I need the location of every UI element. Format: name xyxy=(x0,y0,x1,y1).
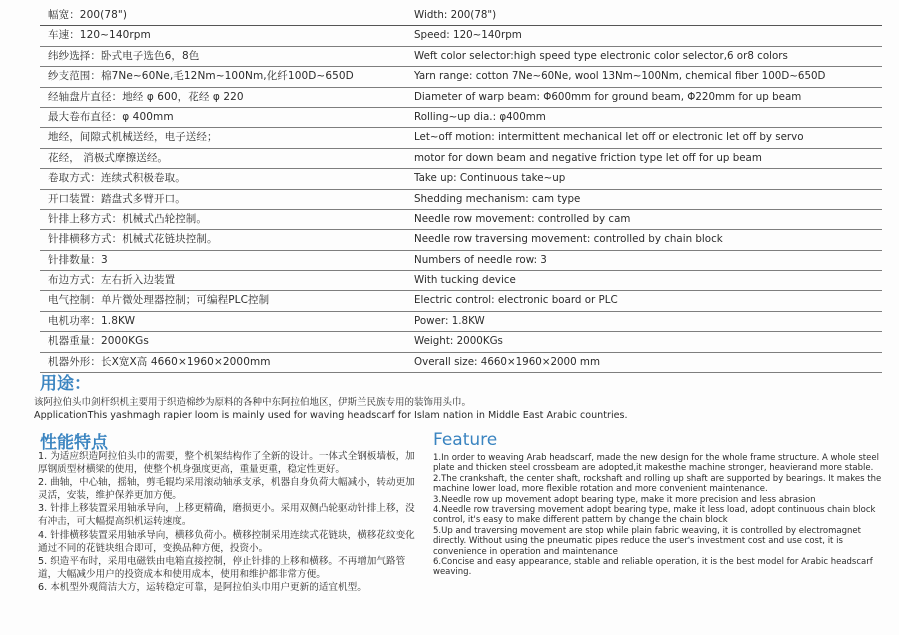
spec-row xyxy=(40,88,882,108)
features-heading-en: Feature xyxy=(433,430,498,450)
feature-item-cn: 3. 针排上移装置采用轴承导向，上移更精确，磨损更小。采用双侧凸轮驱动针排上移，没有冲击，可大幅提高织机运转速度。 xyxy=(38,503,415,528)
spec-row xyxy=(40,291,882,311)
spec-row xyxy=(40,6,882,26)
spec-en: Power: 1.8KW xyxy=(414,314,485,327)
spec-en: Let~off motion: intermittent mechanical let off or electronic let off by servo xyxy=(414,131,804,144)
spec-cn: 经轴盘片直径：地经 φ 600，花经 φ 220 xyxy=(48,90,244,103)
feature-item-en: 3.Needle row up movement adopt bearing type, make it more precision and less abrasion xyxy=(433,494,816,505)
spec-table xyxy=(40,6,882,373)
feature-item-en: 6.Concise and easy appearance, stable and reliable operation, it is the best model for Arabic headscarf weaving. xyxy=(433,557,873,578)
spec-row xyxy=(40,312,882,332)
spec-cn: 针排数量：3 xyxy=(48,253,108,266)
feature-item-cn: 4. 针排横移装置采用轴承导向，横移负荷小。横移控制采用连续式花链块，横移花纹变化通过不同的花链块组合即可，变换品种方便，投资小。 xyxy=(38,529,415,554)
spec-row xyxy=(40,47,882,67)
spec-en: Numbers of needle row: 3 xyxy=(414,253,547,266)
spec-en: Overall size: 4660×1960×2000 mm xyxy=(414,355,600,368)
spec-cn: 电气控制：单片微处理器控制；可编程PLC控制 xyxy=(48,294,270,307)
feature-item-en: 1.In order to weaving Arab headscarf, made the new design for the whole frame structure. A whole steel plate and thicken steel crossbeam are adopted,it makesthe machine stronger, heavierand more stable. xyxy=(433,453,879,474)
feature-item-en: 2.The crankshaft, the center shaft, rockshaft and rolling up shaft are supported by bearings. It makes the machine lower load, more flexible rotation and more convenient maintenance. xyxy=(433,473,882,495)
feature-item-cn: 6. 本机型外观简洁大方，运转稳定可靠，是阿拉伯头巾用户更新的适宜机型。 xyxy=(38,581,367,593)
spec-en: Speed: 120~140rpm xyxy=(414,29,522,42)
spec-en: Shedding mechanism: cam type xyxy=(414,192,581,205)
spec-row xyxy=(40,149,882,169)
spec-en: Needle row traversing movement: controlled by chain block xyxy=(414,233,723,246)
spec-row xyxy=(40,108,882,128)
spec-en: Rolling~up dia.: φ400mm xyxy=(414,110,546,123)
spec-row xyxy=(40,26,882,46)
spec-row xyxy=(40,190,882,210)
spec-cn: 针排横移方式：机械式花链块控制。 xyxy=(48,233,218,246)
feature-item-cn: 5. 织造平布时，采用电磁铁由电箱直接控制，停止针排的上移和横移。不再增加气路管道，大幅减少用户的投资成本和使用成本，使用和维护都非常方便。 xyxy=(38,555,406,580)
spec-cn: 卷取方式：连续式积极卷取。 xyxy=(48,172,186,185)
spec-cn: 花经， 消极式摩擦送经。 xyxy=(48,151,169,164)
spec-row xyxy=(40,332,882,352)
spec-cn: 针排上移方式：机械式凸轮控制。 xyxy=(48,212,207,225)
spec-cn: 布边方式：左右折入边装置 xyxy=(48,274,176,287)
spec-cn: 幅宽：200(78") xyxy=(48,9,128,21)
feature-item-en: 4.Needle row traversing movement adopt bearing type, make it less load, adopt continuous chain block control, it's easy to make different pattern by change the chain block xyxy=(433,505,876,526)
spec-row xyxy=(40,67,882,87)
feature-item-cn: 1. 为适应织造阿拉伯头巾的需要，整个机架结构作了全新的设计。一体式全钢板墙板，加厚钢质型材横梁的使用，使整个机身强度更高，重量更重，稳定性更好。 xyxy=(38,451,415,476)
spec-row xyxy=(40,128,882,148)
spec-en: Needle row movement: controlled by cam xyxy=(414,212,631,225)
spec-cn: 地经，间隙式机械送经，电子送经； xyxy=(48,131,218,144)
feature-item-en: 5.Up and traversing movement are stop while plain fabric weaving, it is controlled by electromagnet directly. Without using the pneumatic pipes reduce the user's investment cost and use cost, it is convenience in operation and maintenance xyxy=(433,525,861,557)
feature-item-cn: 2. 曲轴，中心轴，摇轴，剪毛辊均采用滚动轴承支承，机器自身负荷大幅减小，转动更加灵活，安装，维护保养更加方便。 xyxy=(38,477,415,502)
spec-cn: 开口装置：踏盘式多臂开口。 xyxy=(48,192,186,205)
spec-en: Electric control: electronic board or PLC xyxy=(414,294,618,307)
spec-cn: 机器重量：2000KGs xyxy=(48,335,149,348)
spec-cn: 电机功率：1.8KW xyxy=(48,314,136,327)
spec-en: motor for down beam and negative friction type let off for up beam xyxy=(414,151,762,164)
features-list-en xyxy=(433,453,887,578)
spec-en: Width: 200(78") xyxy=(414,9,497,21)
usage-text-cn: 该阿拉伯头巾剑杆织机主要用于织造棉纱为原料的各种中东阿拉伯地区，伊斯兰民族专用的装饰用头巾。 xyxy=(34,397,472,408)
spec-cn: 车速：120~140rpm xyxy=(48,29,151,42)
spec-row xyxy=(40,271,882,291)
spec-en: Yarn range: cotton 7Ne~60Ne, wool 13Nm~100Nm, chemical fiber 100D~650D xyxy=(414,70,826,83)
features-list-cn xyxy=(38,450,424,594)
spec-row xyxy=(40,210,882,230)
spec-row xyxy=(40,230,882,250)
spec-en: Weight: 2000KGs xyxy=(414,335,503,348)
spec-cn: 纱支范围：棉7Ne~60Ne,毛12Nm~100Nm,化纤100D~650D xyxy=(48,70,354,83)
spec-en: With tucking device xyxy=(414,274,516,287)
usage-text-en: ApplicationThis yashmagh rapier loom is mainly used for waving headscarf for Islam nation in Middle East Arabic countries. xyxy=(34,410,628,421)
spec-cn: 纬纱选择：卧式电子选色6，8色 xyxy=(48,49,200,62)
spec-en: Weft color selector:high speed type electronic color selector,6 or8 colors xyxy=(414,49,788,62)
spec-row xyxy=(40,353,882,373)
spec-cn: 最大卷布直径：φ 400mm xyxy=(48,110,174,123)
spec-cn: 机器外形：长X宽X高 4660×1960×2000mm xyxy=(48,355,271,368)
spec-row xyxy=(40,169,882,189)
usage-heading: 用途： xyxy=(40,374,91,394)
features-heading-cn: 性能特点 xyxy=(40,433,108,453)
spec-en: Take up: Continuous take~up xyxy=(414,172,566,185)
spec-row xyxy=(40,251,882,271)
spec-en: Diameter of warp beam: Φ600mm for ground beam, Φ220mm for up beam xyxy=(414,90,802,103)
